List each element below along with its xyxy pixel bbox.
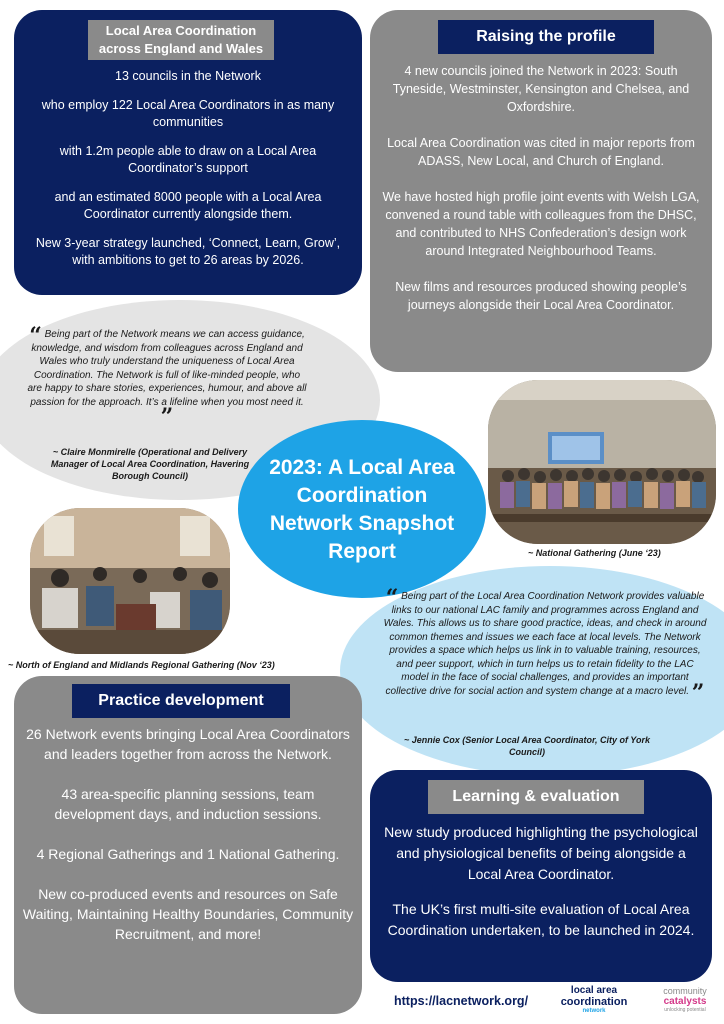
learning-panel-title: Learning & evaluation <box>428 780 644 814</box>
practice-planning-sessions: 43 area-specific planning sessions, team development days, and induction sessions. <box>54 786 322 822</box>
network-panel <box>14 10 362 295</box>
lac-logo-line1: local area <box>570 985 618 996</box>
profile-films: New films and resources produced showing people’s journeys alongside their Local Area Coordinator. <box>395 280 687 312</box>
practice-gatherings: 4 Regional Gatherings and 1 National Gathering. <box>36 846 340 862</box>
quote1 <box>26 323 308 430</box>
close-quote-icon: ” <box>691 679 705 706</box>
practice-panel <box>14 676 362 1014</box>
open-quote-icon: “ <box>385 585 399 611</box>
regional-gathering-photo <box>30 508 230 654</box>
learning-study: New study produced highlighting the psychological and physiological benefits of being alongside a Local Area Coordinator. <box>384 824 698 882</box>
lac-logo-line2: coordination <box>560 996 628 1008</box>
network-panel-body <box>30 68 346 281</box>
lac-logo-line3: network <box>582 1008 606 1014</box>
network-stat-alongside: and an estimated 8000 people with a Local Area Coordinator currently alongside them. <box>54 190 322 221</box>
profile-panel-title: Raising the profile <box>438 20 654 54</box>
profile-events: We have hosted high profile joint events with Welsh LGA, convened a round table with colleagues from the DHSC, and contributed to NHS Confederation’s design work around Integrated Neighbourhood Teams. <box>382 190 700 258</box>
practice-panel-title: Practice development <box>72 684 290 718</box>
practice-resources: New co-produced events and resources on Safe Waiting, Maintaining Healthy Boundaries, Community Recruitment, and more! <box>22 886 354 942</box>
network-stat-coordinators: who employ 122 Local Area Coordinators in as many communities <box>41 98 335 129</box>
lac-network-logo <box>552 985 636 1015</box>
profile-new-councils: 4 new councils joined the Network in 2023: South Tyneside, Westminster, Kensington and Chelsea, and Oxfordshire. <box>392 64 690 114</box>
community-catalysts-logo <box>652 986 718 1013</box>
cc-logo-line1: community <box>663 986 707 996</box>
practice-panel-body <box>22 724 354 956</box>
website-link[interactable]: https://lacnetwork.org/ <box>394 994 529 1008</box>
regional-gathering-caption: ~ North of England and Midlands Regional Gathering (Nov ‘23) <box>8 660 275 670</box>
profile-panel-body <box>380 62 702 326</box>
learning-evaluation: The UK’s first multi-site evaluation of Local Area Coordination undertaken, to be launched in 2024. <box>387 901 695 938</box>
cc-logo-line2: catalysts <box>663 996 707 1007</box>
network-panel-title: Local Area Coordination across England and Wales <box>88 20 274 60</box>
learning-panel <box>370 770 712 982</box>
close-quote-icon: ” <box>160 404 174 430</box>
regional-gathering-illustration <box>30 508 230 654</box>
open-quote-icon: “ <box>29 323 42 349</box>
national-gathering-illustration <box>488 380 716 544</box>
quote1-text: Being part of the Network means we can access guidance, knowledge, and wisdom from colleagues across England and Wales who truly understand the uniqueness of Local Area Coordination. The Network is full of like-minded people, who are happy to share stories, experiences, humour, and above all passion for the approach. It’s a lifeline when you most need it. <box>27 329 307 408</box>
profile-panel <box>370 10 712 372</box>
national-gathering-caption: ~ National Gathering (June ‘23) <box>528 548 661 558</box>
profile-reports: Local Area Coordination was cited in major reports from ADASS, New Local, and Church of England. <box>387 136 695 168</box>
report-title: 2023: A Local Area Coordination Network Snapshot Report <box>269 456 455 563</box>
network-stat-councils: 13 councils in the Network <box>115 69 261 83</box>
quote2 <box>382 585 708 706</box>
national-gathering-photo <box>488 380 716 544</box>
network-stat-people: with 1.2m people able to draw on a Local Area Coordinator’s support <box>59 144 317 175</box>
quote2-attribution: ~ Jennie Cox (Senior Local Area Coordinator, City of York Council) <box>404 735 650 757</box>
learning-panel-body <box>380 822 702 953</box>
cc-logo-line3: unlocking potential <box>664 1007 706 1013</box>
practice-network-events: 26 Network events bringing Local Area Coordinators and leaders together from across the Network. <box>26 726 350 762</box>
network-strategy: New 3-year strategy launched, ‘Connect, Learn, Grow’, with ambitions to get to 26 areas by 2026. <box>35 236 341 267</box>
quote2-text: Being part of the Local Area Coordination Network provides valuable links to our national LAC family and programmes across England and Wales. This allows us to share good practice, ideas, and check in around common themes and issues we each face at local levels. The Network provides a space which helps us link in to valuable training, resources, and peer support, which in turn helps us to retain fidelity to the LAC model in the face of social challenges, and provides an important collective drive for social action and system change at a macro level. <box>383 591 707 697</box>
quote1-attribution: ~ Claire Monmirelle (Operational and Delivery Manager of Local Area Coordination, Havering Borough Council) <box>50 447 250 481</box>
